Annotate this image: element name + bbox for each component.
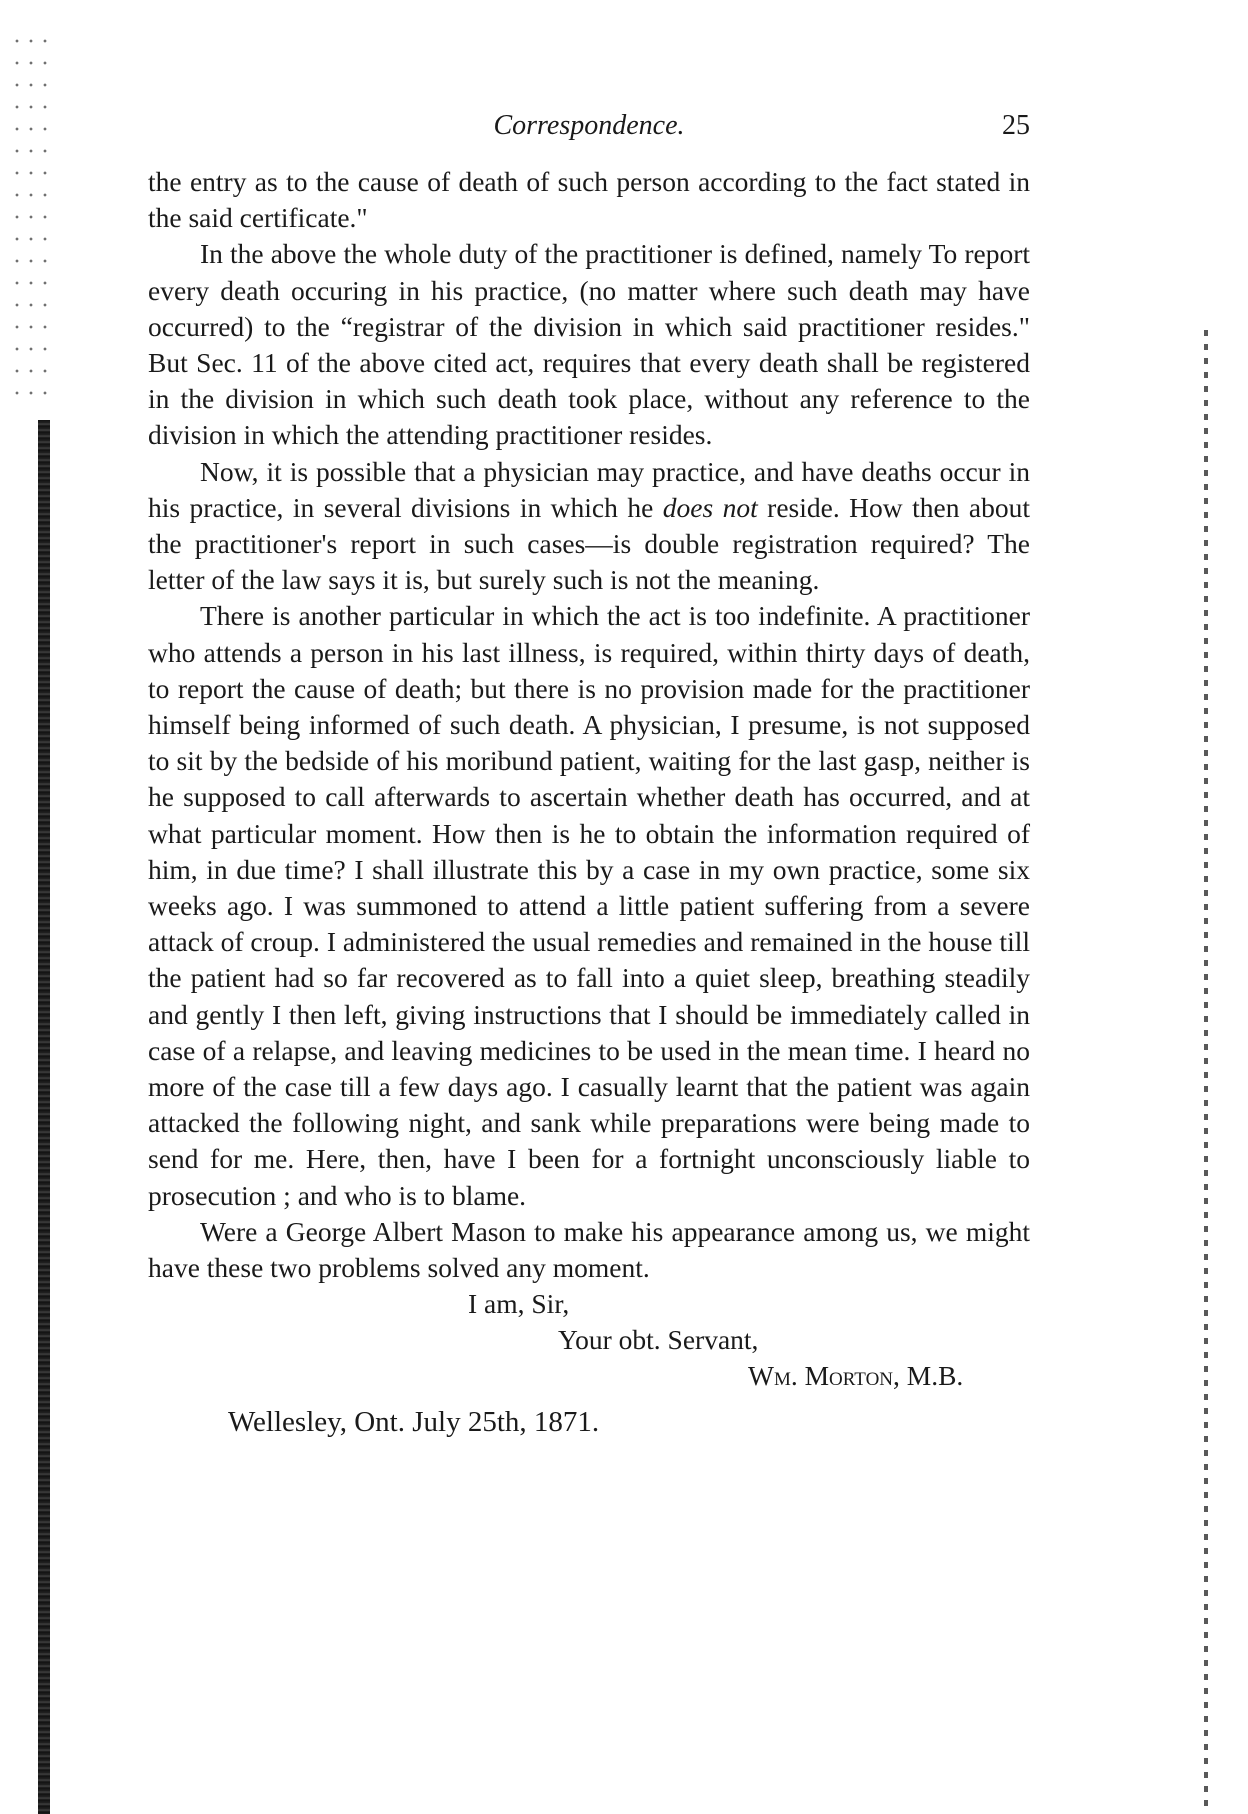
book-page [148, 110, 1030, 1440]
binding-spine [38, 420, 50, 1814]
signature: Wm. Morton, M.B. [748, 1360, 964, 1392]
paragraph-continuation: the entry as to the cause of death of such person according to the fact stated in the said certificate." [148, 166, 1030, 234]
body-text [148, 164, 1030, 1286]
closing-greeting: I am, Sir, [468, 1288, 570, 1320]
letter-closing [148, 1286, 1030, 1440]
paragraph-indefinite-act: There is another particular in which the act is too indefinite. A practitioner who attends a person in his last illness, is required, within thirty days of death, to report the cause of death; but there is no provision made for the practitioner himself being informed of such death. A physician, I presume, is not supposed to sit by the bedside of his moribund patient, waiting for the last gasp, neither is he supposed to call afterwards to ascertain whether death has occurred, and at what particular moment. How then is he to obtain the information required of him, in due time? I shall illustrate this by a case in my own practice, some six weeks ago. I was summoned to attend a little patient suffering from a severe attack of croup. I administered the usual remedies and remained in the house till the patient had so far recovered as to fall into a quiet sleep, breathing steadily and gently I then left, giving instructions that I should be immediately called in case of a relapse, and leaving medicines to be used in the mean time. I heard no more of the case till a few days ago. I casually learnt that the patient was again attacked the following night, and sank while preparations were being made to send for me. Here, then, have I been for a fortnight unconsciously liable to prosecution ; and who is to blame. [148, 600, 1030, 1211]
running-header [148, 110, 1030, 150]
binding-edge-specks [10, 30, 50, 410]
paragraph-mason: Were a George Albert Mason to make his appearance among us, we might have these two problems solved any moment. [148, 1215, 1030, 1284]
running-title: Correspondence. [493, 110, 685, 141]
emphasis-text: does not [662, 491, 758, 523]
paragraph-text: reside. How then about the practitioner's report in such cases—is double registration required? The letter of the law says it is, but surely such is not the meaning. [148, 491, 1030, 596]
paragraph-double-registration [148, 454, 1030, 599]
closing-servant: Your obt. Servant, [558, 1324, 759, 1356]
paragraph-text: Now, it is possible that a physician may practice, and have deaths occur in his practice, in several divisions in which he [148, 455, 1030, 523]
page-number: 25 [1002, 110, 1030, 141]
paragraph-duty-defined: In the above the whole duty of the practitioner is defined, namely To report every death occuring in his practice, (no matter where such death may have occurred) to the “registrar of the division in which said practitioner resides." But Sec. 11 of the above cited act, requires that every death shall be registered in the division in which such death took place, without any reference to the division in which the attending practitioner resides. [148, 238, 1030, 451]
page-right-edge [1204, 330, 1208, 1814]
dateline: Wellesley, Ont. July 25th, 1871. [228, 1406, 600, 1439]
